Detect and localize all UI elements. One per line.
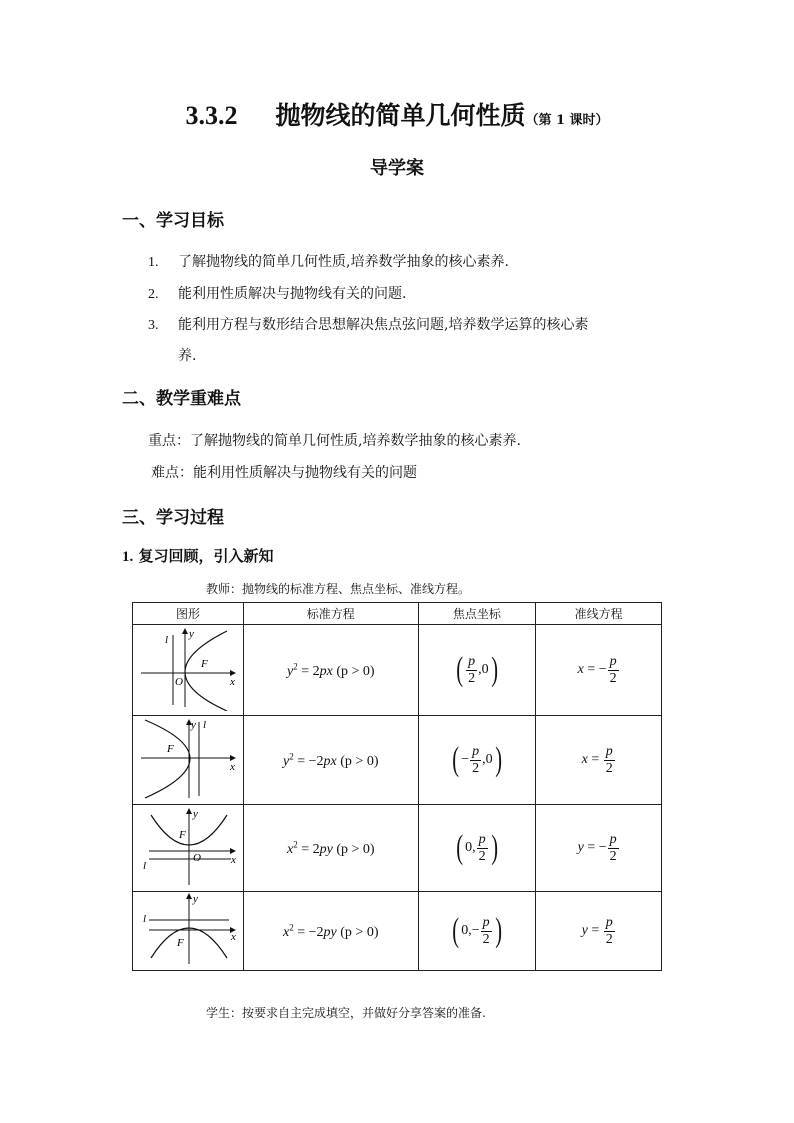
parabola-graph-down [135,892,241,966]
equation-cell: $x^2 = 2py$ (p > 0) [243,805,418,892]
svg-text:l: l [142,860,147,872]
svg-text:y: y [190,719,196,731]
svg-text:y: y [188,628,194,640]
svg-text:y: y [192,808,198,820]
directrix-cell: x = − $\frac{p}{2}$ [536,625,662,716]
directrix-cell: y = $\frac{p}{2}$ [536,892,662,971]
equation-cell: $y^2 = 2px$ (p > 0) [243,625,418,716]
focus-cell: ( $\frac{p}{2}$ , 0 ) [418,625,536,716]
graph-cell [133,892,244,971]
table-row [133,716,662,805]
directrix-cell: x = $\frac{p}{2}$ [536,716,662,805]
svg-text:O: O [192,852,201,864]
list-item: 1. 了解抛物线的简单几何性质,培养数学抽象的核心素养. [148,254,509,270]
graph-cell [133,805,244,892]
table-header-row [133,603,662,625]
svg-text:O: O [174,676,183,688]
page-subtitle: 导学案 [370,158,424,179]
step-heading: 1. 复习回顾，引入新知 [122,547,274,565]
difficult-point: 难点：能利用性质解决与抛物线有关的问题 [151,465,417,481]
title-number: 3.3.2 [185,101,238,130]
focus-cell: ( 0 , $\frac{p}{2}$ ) [418,805,536,892]
parabola-graph-left [135,716,241,800]
title-sub: （第 1 课时） [525,113,609,128]
section2-heading: 二、教学重难点 [122,389,241,409]
parabola-graph-right [135,625,241,711]
svg-text:y: y [192,893,198,905]
equation-cell: $y^2 = -2px$ (p > 0) [243,716,418,805]
focus-cell: ( 0 , − $\frac{p}{2}$ ) [418,892,536,971]
section3-heading: 三、学习过程 [122,508,224,528]
title-text: 抛物线的简单几何性质 [275,101,526,130]
svg-text:F: F [178,829,186,841]
svg-text:x: x [229,676,235,688]
svg-text:x: x [230,931,236,943]
list-item: 2. 能利用性质解决与抛物线有关的问题. [148,286,407,302]
focus-cell: ( − $\frac{p}{2}$ , 0 ) [418,716,536,805]
col-header: 图形 [133,603,244,625]
student-note: 学生：按要求自主完成填空，并做好分享答案的准备. [206,1006,486,1020]
page-title [0,96,794,132]
col-header: 准线方程 [536,603,662,625]
table-row [133,892,662,971]
svg-text:l: l [142,913,147,925]
table-row [133,625,662,716]
table-row [133,805,662,892]
svg-text:F: F [166,743,174,755]
section1-heading: 一、学习目标 [122,211,224,231]
svg-text:x: x [230,854,236,866]
graph-cell [133,716,244,805]
parabola-graph-up [135,805,241,887]
key-point: 重点：了解抛物线的简单几何性质,培养数学抽象的核心素养. [148,433,521,449]
equation-cell: $x^2 = -2py$ (p > 0) [243,892,418,971]
col-header: 标准方程 [243,603,418,625]
col-header: 焦点坐标 [418,603,536,625]
directrix-cell: y = − $\frac{p}{2}$ [536,805,662,892]
svg-text:F: F [176,937,184,949]
svg-text:l: l [202,719,207,731]
svg-text:F: F [200,658,208,670]
parabola-table [132,602,662,971]
svg-text:x: x [229,761,235,773]
list-item: 3. 能利用方程与数形结合思想解决焦点弦问题,培养数学运算的核心素 [148,317,589,333]
teacher-note: 教师：抛物线的标准方程、焦点坐标、准线方程。 [206,582,471,596]
graph-cell [133,625,244,716]
list-item-continuation: 养. [178,348,197,364]
svg-text:l: l [164,634,169,646]
